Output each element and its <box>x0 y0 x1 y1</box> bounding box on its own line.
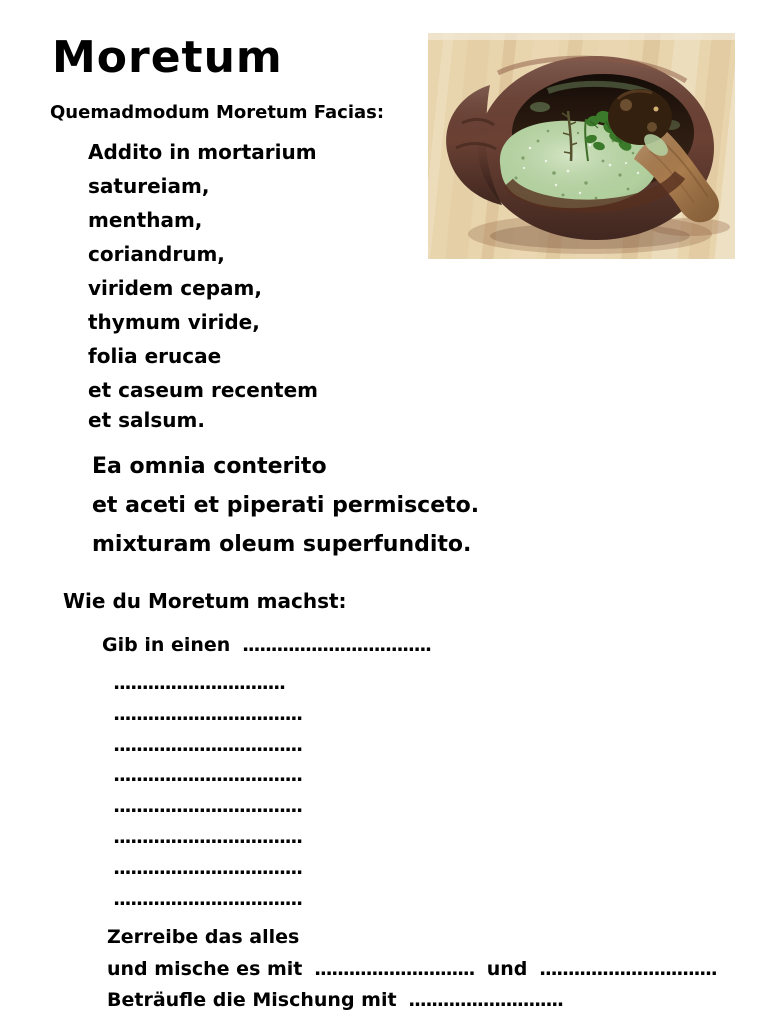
latin-heading: Quemadmodum Moretum Facias: <box>50 102 385 123</box>
mix-line-label: und mische es mit <box>107 957 303 980</box>
latin-instruction-line: mixturam oleum superfundito. <box>92 532 472 557</box>
latin-ingredient-line: satureiam, <box>88 174 210 198</box>
latin-ingredient-line: et caseum recentem <box>88 378 318 402</box>
german-heading: Wie du Moretum machst: <box>63 589 347 613</box>
dotted-blank-line: ................................. <box>113 856 302 879</box>
latin-instruction-line: et aceti et piperati permisceto. <box>92 493 480 518</box>
dotted-blank-line: ................................. <box>113 764 302 787</box>
drizzle-dotted-blank: ........................... <box>408 989 563 1011</box>
latin-ingredient-line: et salsum. <box>88 408 205 432</box>
latin-ingredient-line: folia erucae <box>88 344 222 368</box>
mix-dotted-blank-2: ............................... <box>539 957 717 980</box>
blank-line-list <box>108 672 302 918</box>
drizzle-line-label: Beträufle die Mischung mit <box>107 989 397 1011</box>
latin-ingredient-line: mentham, <box>88 208 203 232</box>
mix-line <box>107 958 716 990</box>
latin-ingredient-line: Addito in mortarium <box>88 140 317 164</box>
german-result-lines <box>107 926 716 1021</box>
gib-line <box>102 634 431 656</box>
mix-dotted-blank-1: ............................ <box>314 957 475 980</box>
latin-instruction-list <box>92 454 479 571</box>
dotted-blank-line: ................................. <box>113 825 302 848</box>
dotted-blank-line: ................................. <box>113 733 302 756</box>
latin-instruction-line: Ea omnia conterito <box>92 454 327 479</box>
latin-ingredient-line: coriandrum, <box>88 242 225 266</box>
mix-conjunction: und <box>486 957 528 980</box>
grind-line: Zerreibe das alles <box>107 926 300 948</box>
moretum-photo <box>428 33 735 259</box>
dotted-blank-line: ................................. <box>113 887 302 910</box>
dotted-blank-line: .............................. <box>113 672 285 694</box>
gib-line-label: Gib in einen <box>102 634 231 656</box>
latin-ingredient-list <box>88 140 318 438</box>
drizzle-line <box>107 989 716 1021</box>
moretum-photo-illustration <box>428 33 735 259</box>
dotted-blank-line: ................................. <box>113 702 302 725</box>
page-title: Moretum <box>52 32 283 83</box>
latin-ingredient-line: thymum viride, <box>88 310 260 334</box>
latin-ingredient-line: viridem cepam, <box>88 276 262 300</box>
dotted-blank-line: ................................. <box>113 795 302 818</box>
gib-line-dotted-blank: ................................. <box>241 634 431 656</box>
